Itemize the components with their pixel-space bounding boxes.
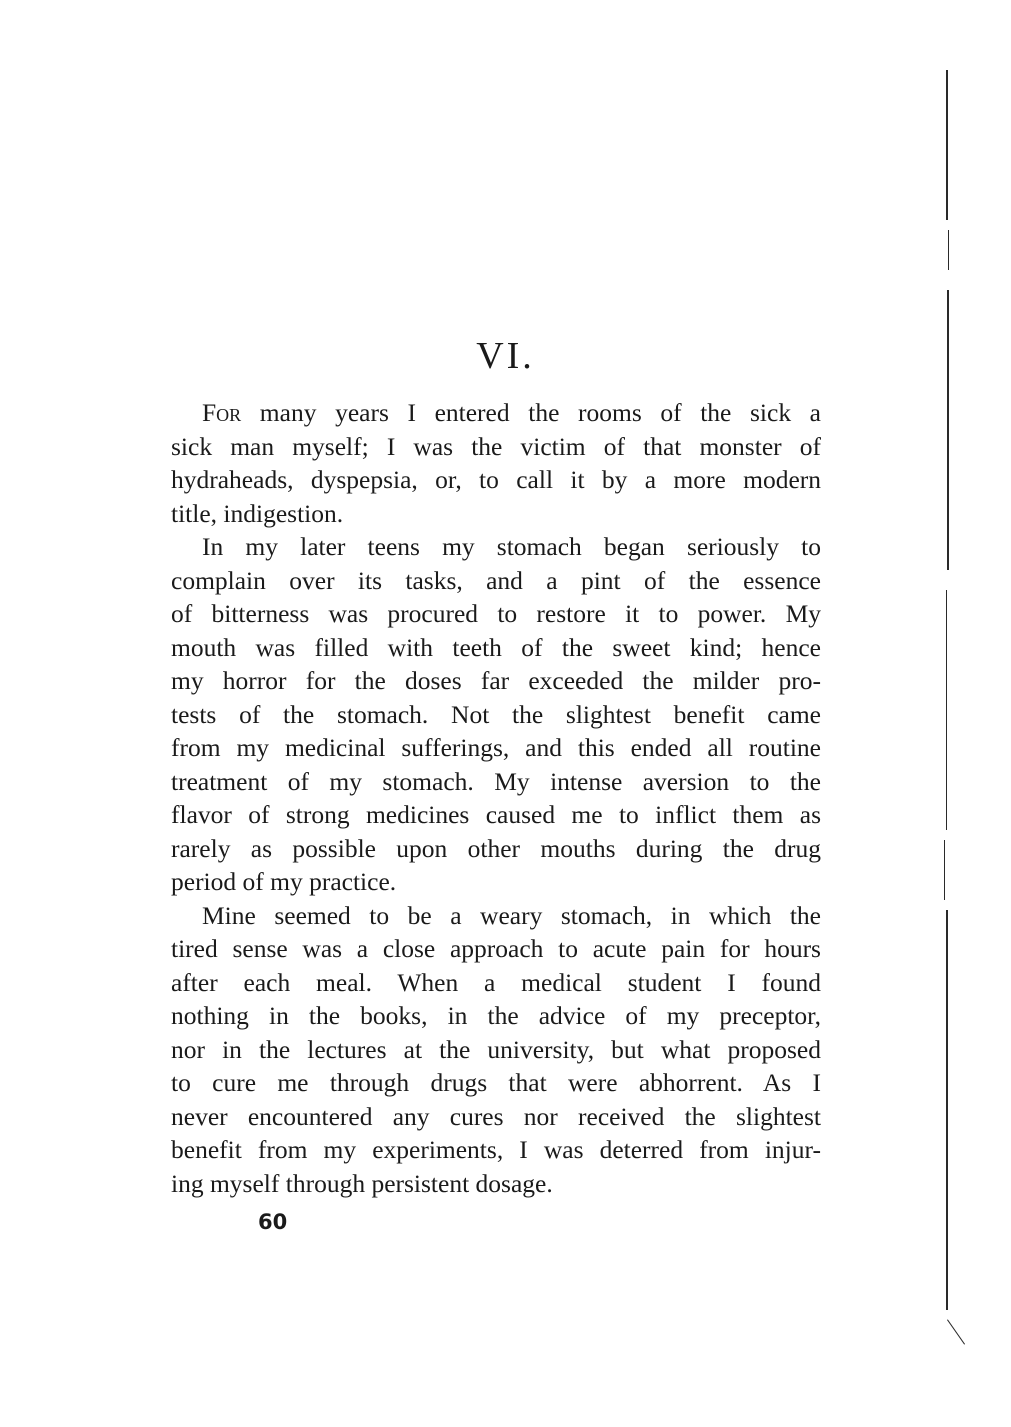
binding-edge-mark (946, 590, 947, 830)
text-line: complain over its tasks, and a pint of the essence (171, 565, 821, 595)
paragraph-1 (171, 396, 821, 530)
text-line: nothing in the books, in the advice of my preceptor, (171, 1001, 821, 1030)
lead-word: For (202, 398, 242, 427)
text-line: Mine seemed to be a weary stomach, in which the (202, 900, 821, 930)
chapter-heading: VI. (476, 335, 535, 377)
text-line: never encountered any cures nor received the slightest (171, 1101, 821, 1131)
text-line: sick man myself; I was the victim of that monster of (171, 431, 821, 461)
binding-edge-mark (946, 70, 948, 220)
text-line: In my later teens my stomach began seriously to (202, 532, 821, 561)
binding-edge-mark (946, 910, 948, 1310)
page-number: 60 (258, 1210, 288, 1234)
text-line: For many years I entered the rooms of the sick a (202, 398, 821, 427)
binding-edge-mark (948, 230, 949, 270)
paragraph-2 (171, 530, 821, 899)
text-line: period of my practice. (171, 867, 397, 896)
text-line: to cure me through drugs that were abhorrent. As I (171, 1068, 821, 1097)
binding-edge-mark (947, 290, 949, 570)
text-line: ing myself through persistent dosage. (171, 1168, 553, 1198)
text-line: title, indigestion. (171, 498, 344, 528)
text-line: flavor of strong medicines caused me to inflict them as (171, 800, 821, 829)
text-line: rarely as possible upon other mouths during the drug (171, 833, 821, 863)
binding-edge-mark (947, 1319, 965, 1344)
text-line: hydraheads, dyspepsia, or, to call it by a more modern (171, 465, 821, 494)
text-line: my horror for the doses far exceeded the milder pro- (171, 666, 821, 695)
text-line: after each meal. When a medical student I found (171, 967, 821, 997)
text-line: treatment of my stomach. My intense aversion to the (171, 766, 821, 796)
body-text (171, 396, 821, 1200)
text-line: benefit from my experiments, I was deterred from injur- (171, 1135, 821, 1164)
text-line: of bitterness was procured to restore it to power. My (171, 599, 821, 628)
text-line: nor in the lectures at the university, but what proposed (171, 1034, 821, 1064)
binding-edge-mark (944, 840, 945, 900)
text-line: from my medicinal sufferings, and this ended all routine (171, 733, 821, 762)
text-line: mouth was filled with teeth of the sweet kind; hence (171, 632, 821, 662)
text-line: tests of the stomach. Not the slightest benefit came (171, 699, 821, 729)
text-line: tired sense was a close approach to acute pain for hours (171, 934, 821, 963)
paragraph-3 (171, 899, 821, 1201)
